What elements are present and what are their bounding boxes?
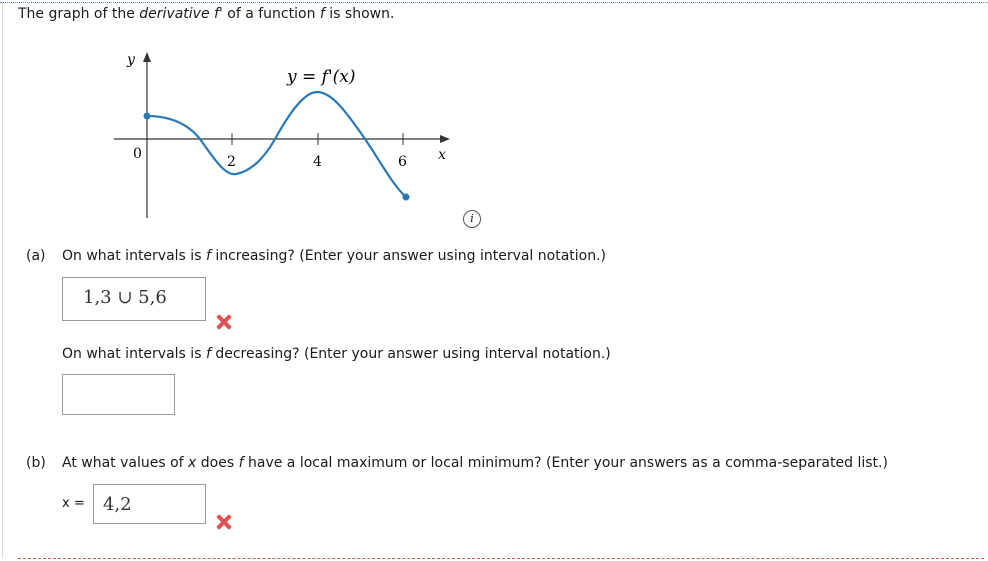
frame-left-border	[2, 2, 3, 558]
tick-label-6: 6	[398, 154, 407, 170]
part-a-question-decreasing	[62, 346, 611, 362]
part-a-question-increasing	[62, 248, 606, 264]
intro-derivative: derivative	[139, 6, 210, 22]
y-axis-label: y	[127, 52, 135, 68]
derivative-curve	[147, 92, 406, 197]
x-equals-label: x =	[62, 496, 85, 511]
incorrect-icon	[216, 314, 232, 330]
derivative-graph	[100, 40, 460, 225]
curve-label: y = f'(x)	[287, 67, 356, 87]
incorrect-icon	[216, 514, 232, 530]
extrema-answer-input[interactable]: 4,2	[93, 484, 206, 524]
q2-pre: On what intervals is	[62, 346, 206, 362]
decreasing-answer-input[interactable]	[62, 374, 175, 415]
qb-x: x	[188, 455, 197, 471]
intro-fprime: f'	[214, 6, 223, 22]
q1-f: f	[205, 248, 211, 264]
increasing-answer-input[interactable]: 1,3 ∪ 5,6	[62, 277, 206, 321]
qb-mid: does	[196, 455, 239, 471]
intro-text-3: is shown.	[324, 6, 395, 22]
qb-post: have a local maximum or local minimum? (Enter your answers as a comma-separated list.)	[243, 455, 888, 471]
x-axis-label: x	[438, 147, 446, 163]
info-icon[interactable]: i	[463, 210, 481, 228]
curve-end-point	[403, 194, 410, 201]
q1-post: increasing? (Enter your answer using interval notation.)	[210, 248, 607, 264]
origin-label: 0	[133, 146, 142, 162]
tick-label-2: 2	[227, 154, 236, 170]
x-axis-arrow	[440, 135, 450, 143]
intro-text-2: of a function	[222, 6, 320, 22]
tick-label-4: 4	[313, 154, 322, 170]
intro-text-1: The graph of the	[18, 6, 140, 22]
frame-top-border	[0, 2, 988, 3]
y-axis-arrow	[143, 52, 151, 62]
q2-post: decreasing? (Enter your answer using interval notation.)	[210, 346, 611, 362]
question-intro	[18, 6, 394, 22]
curve-start-point	[144, 113, 151, 120]
qb-pre: At what values of	[62, 455, 189, 471]
part-b-question	[62, 455, 888, 471]
q2-f: f	[205, 346, 211, 362]
part-b-label: (b)	[26, 455, 46, 471]
q1-pre: On what intervals is	[62, 248, 206, 264]
qb-f: f	[238, 455, 244, 471]
frame-bottom-border	[18, 558, 984, 559]
intro-f: f	[319, 6, 325, 22]
part-a-label: (a)	[26, 248, 46, 264]
